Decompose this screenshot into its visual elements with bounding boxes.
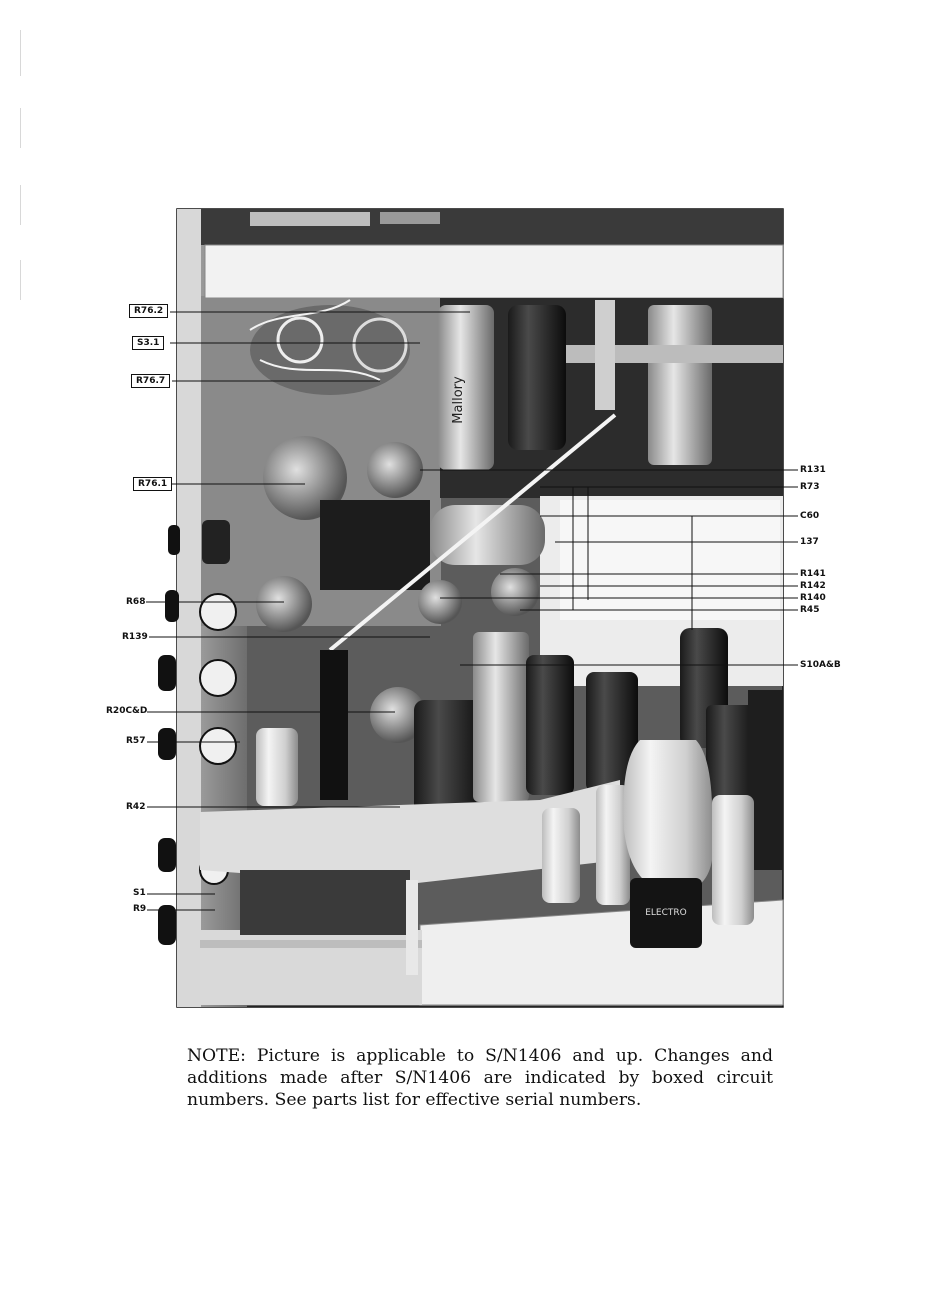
callout-137: 137 — [800, 537, 819, 547]
callout-r76-7: R76.7 — [131, 374, 170, 388]
callout-r42: R42 — [126, 802, 146, 812]
callout-r20cd: R20C&D — [106, 706, 148, 716]
tube-brand-label: ELECTRO — [645, 908, 687, 918]
callout-r76-1: R76.1 — [133, 477, 172, 491]
pot-r68 — [256, 576, 312, 632]
callout-r131: R131 — [800, 465, 826, 475]
callout-s3-1: S3.1 — [132, 336, 164, 350]
top-rail — [201, 209, 783, 298]
callout-r73: R73 — [800, 482, 820, 492]
callout-r68: R68 — [126, 597, 146, 607]
callout-s1: S1 — [133, 888, 146, 898]
callout-r76-2: R76.2 — [129, 304, 168, 318]
callout-r142: R142 — [800, 581, 826, 591]
figure-note: NOTE: Picture is applicable to S/N1406 and up. Changes and additions made after S/N1406 are indicated by boxed circuit numbers. See parts list for effective serial numbers. — [187, 1046, 773, 1110]
callout-s10ab: S10A&B — [800, 660, 841, 670]
callout-r139: R139 — [122, 632, 148, 642]
callout-r9: R9 — [133, 904, 147, 914]
callout-r141: R141 — [800, 569, 826, 579]
mallory-capacitor — [438, 305, 494, 470]
callout-r140: R140 — [800, 593, 826, 603]
callout-r57: R57 — [126, 736, 146, 746]
mallory-label: Mallory — [451, 376, 466, 424]
callout-c60: C60 — [800, 511, 820, 521]
callout-r45: R45 — [800, 605, 820, 615]
